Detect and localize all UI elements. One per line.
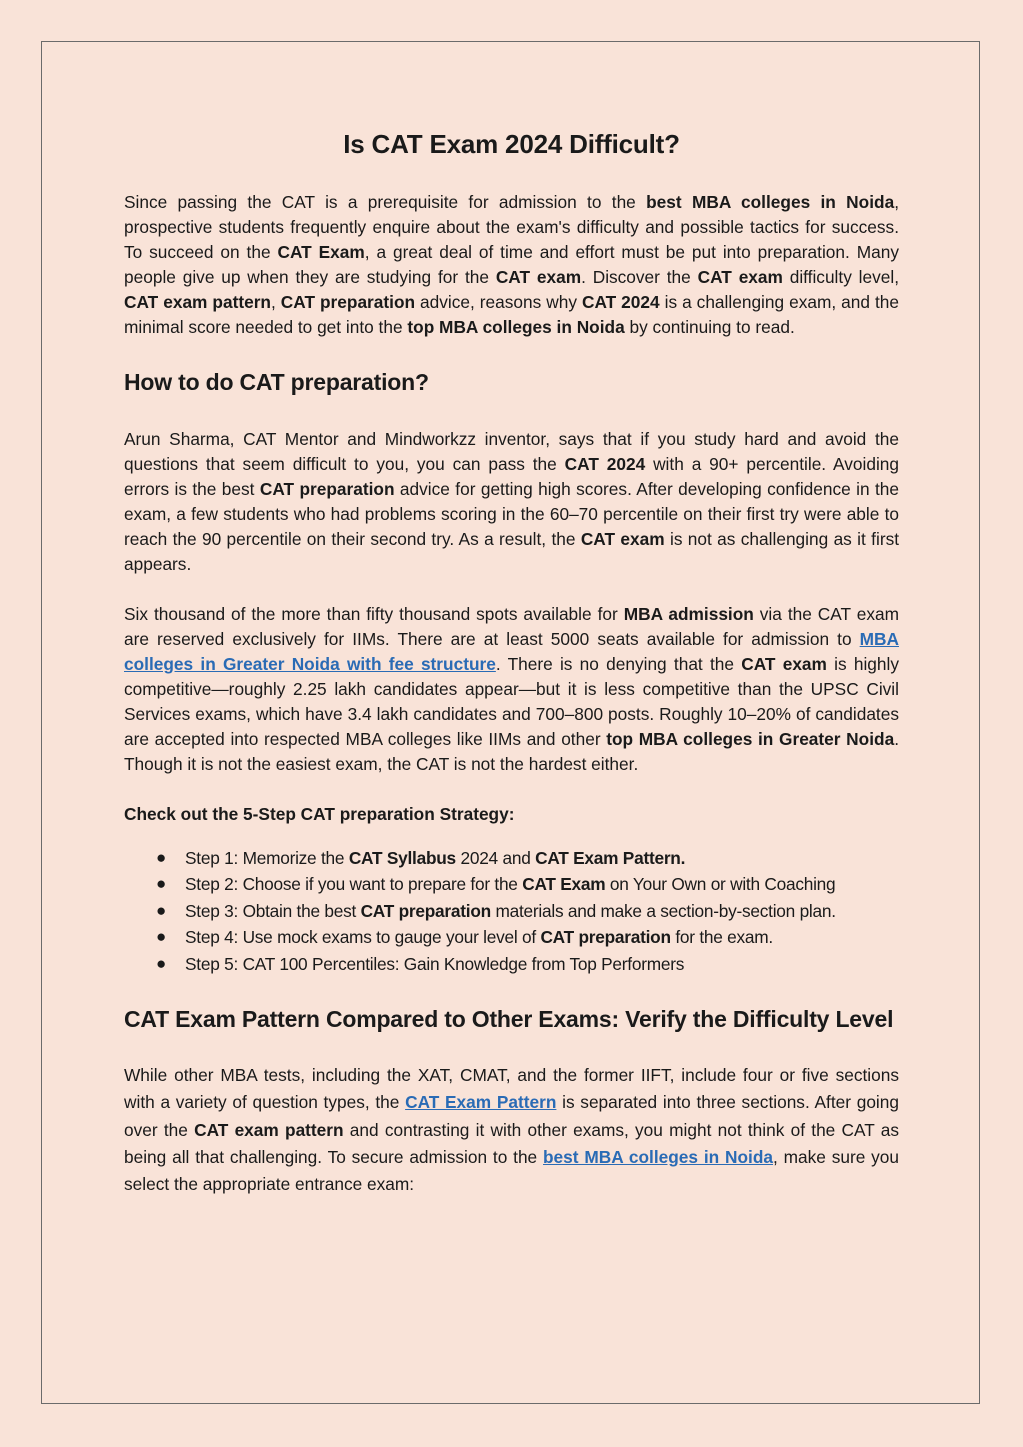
bold-text: CAT exam pattern: [124, 292, 271, 312]
bullet-icon: ●: [156, 900, 167, 920]
list-item: [124, 845, 899, 871]
text: , a great deal of time and effort must be put into preparation. Many people give up when they are studying for the: [124, 242, 899, 287]
bold-text: CAT exam pattern: [194, 1119, 344, 1140]
bullet-icon: ●: [156, 953, 167, 973]
bold-text: CAT Exam Pattern.: [535, 848, 686, 868]
document-body: [124, 120, 899, 1199]
text: and contrasting it with other exams, you might not think of the CAT as being all that challenging. To secure admission to the: [124, 1119, 899, 1167]
list-item: [124, 924, 899, 950]
list-item: [124, 898, 899, 924]
bold-text: CAT preparation: [280, 292, 416, 312]
bold-text: CAT 2024: [564, 454, 646, 474]
text: While other MBA tests, including the XAT, CMAT, and the former IIFT, include four or five sections with a variety of question types, the: [124, 1065, 899, 1113]
bold-text: CAT Exam: [522, 874, 606, 895]
bold-text: top MBA colleges in Noida: [407, 317, 625, 337]
strategy-heading: [124, 802, 899, 827]
section-heading-preparation: How to do CAT preparation?: [124, 369, 429, 395]
bold-text: best MBA colleges in Noida: [646, 192, 895, 212]
seats-paragraph: [124, 602, 899, 777]
text: . Though it is not the easiest exam, the CAT is not the hardest either.: [124, 729, 899, 774]
bold-text: CAT preparation: [360, 900, 491, 921]
link-best-mba-colleges-noida[interactable]: best MBA colleges in Noida: [543, 1146, 774, 1167]
bold-text: CAT Syllabus: [348, 848, 456, 868]
text: . There is no denying that the: [495, 654, 742, 674]
text: Step 3: Obtain the best: [185, 900, 361, 921]
bold-text: CAT exam: [741, 654, 827, 674]
text: via the CAT exam are reserved exclusively for IIMs. There are at least 5000 seats available for admission to: [124, 604, 899, 649]
text: difficulty level,: [782, 267, 900, 287]
bold-text: CAT preparation: [259, 479, 395, 499]
text: Step 5: CAT 100 Percentiles: Gain Knowledge from Top Performers: [185, 953, 685, 974]
section-heading-exam-pattern: CAT Exam Pattern Compared to Other Exams: Verify the Difficulty Level: [124, 1006, 894, 1033]
bold-text: CAT Exam: [277, 242, 365, 262]
intro-paragraph: [124, 190, 899, 340]
bold-text: CAT exam: [495, 267, 582, 287]
link-mba-colleges-greater-noida-fee[interactable]: MBA colleges in Greater Noida with fee structure: [124, 629, 899, 674]
bold-text: CAT exam: [697, 267, 783, 287]
text: for the exam.: [670, 927, 773, 948]
text: Six thousand of the more than fifty thousand spots available for: [124, 604, 624, 624]
bold-text: MBA admission: [623, 604, 754, 624]
list-item: [124, 871, 899, 897]
text: . Discover the: [581, 267, 698, 287]
text: is separated into three sections. After going over the: [124, 1092, 899, 1140]
bold-text: Check out the 5-Step CAT preparation Strategy:: [124, 804, 515, 824]
text: is a challenging exam, and the minimal score needed to get into the: [124, 292, 899, 337]
text: Arun Sharma, CAT Mentor and Mindworkzz inventor, says that if you study hard and avoid the questions that seem difficult to you, you can pass the: [124, 429, 899, 474]
link-cat-exam-pattern[interactable]: CAT Exam Pattern: [405, 1092, 557, 1113]
bold-text: top MBA colleges in Greater Noida: [606, 729, 895, 749]
text: on Your Own or with Coaching: [605, 874, 836, 895]
exam-pattern-paragraph: [124, 1062, 899, 1198]
text: Step 4: Use mock exams to gauge your level of: [185, 927, 541, 948]
text: advice, reasons why: [415, 292, 582, 312]
text: materials and make a section-by-section plan.: [490, 900, 836, 921]
bold-text: CAT preparation: [540, 927, 671, 948]
page-title: Is CAT Exam 2024 Difficult?: [343, 129, 680, 159]
strategy-steps-list: [124, 845, 899, 977]
text: is not as challenging as it first appears.: [124, 529, 900, 574]
list-item: [124, 951, 899, 977]
text: Since passing the CAT is a prerequisite for admission to the: [124, 192, 647, 212]
text: with a 90+ percentile. Avoiding errors is the best: [124, 454, 900, 499]
bold-text: CAT 2024: [581, 292, 660, 312]
text: ,: [270, 292, 281, 312]
bullet-icon: ●: [156, 927, 167, 947]
arun-sharma-paragraph: [124, 427, 899, 577]
text: 2024 and: [455, 848, 536, 868]
text: , make sure you select the appropriate entrance exam:: [124, 1146, 899, 1195]
text: advice for getting high scores. After developing confidence in the exam, a few students who had problems scoring in the 60–70 percentile on their first try were able to reach the 90 percentile on their second try. As a result, the: [124, 479, 900, 549]
text: by continuing to read.: [624, 317, 795, 337]
text: Step 2: Choose if you want to prepare for the: [185, 874, 523, 895]
bullet-icon: ●: [156, 874, 167, 894]
bold-text: CAT exam: [580, 529, 665, 549]
bullet-icon: ●: [156, 848, 167, 867]
text: , prospective students frequently enquire about the exam's difficulty and possible tactics for success. To succeed on the: [124, 192, 899, 262]
text: is highly competitive—roughly 2.25 lakh candidates appear—but it is less competitive than the UPSC Civil Services exams, which have 3.4 lakh candidates and 700–800 posts. Roughly 10–20% of candidates are accepted into respected MBA colleges like IIMs and other: [124, 654, 900, 749]
text: Step 1: Memorize the: [185, 848, 349, 868]
